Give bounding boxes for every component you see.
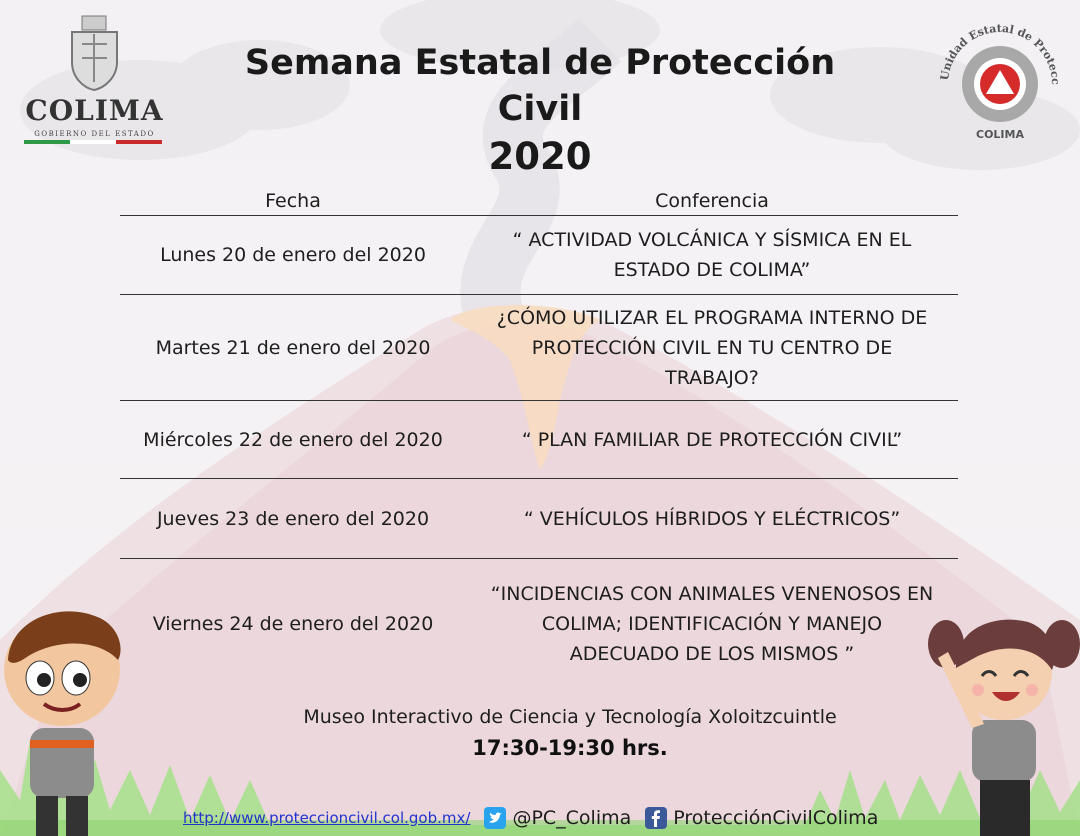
conference-line: PROTECCIÓN CIVIL EN TU CENTRO DE — [531, 336, 893, 359]
row-date: Viernes 24 de enero del 2020 — [152, 612, 434, 635]
venue-text: Museo Interactivo de Ciencia y Tecnología Xoloitzcuintle — [303, 706, 837, 728]
row-conference — [466, 479, 958, 559]
coat-of-arms-icon — [62, 12, 127, 92]
row-date: Lunes 20 de enero del 2020 — [120, 216, 466, 295]
row-date: Martes 21 de enero del 2020 — [120, 295, 466, 401]
conference-line: COLIMA; IDENTIFICACIÓN Y MANEJO — [541, 612, 883, 635]
table-row — [120, 401, 958, 479]
boy-mascot-illustration — [0, 600, 130, 836]
row-conference — [466, 559, 958, 689]
conference-line: ADECUADO DE LOS MISMOS ” — [569, 642, 855, 665]
conference-line: “ PLAN FAMILIAR DE PROTECCIÓN CIVIL” — [521, 428, 903, 451]
conference-line: ESTADO DE COLIMA” — [613, 259, 811, 281]
civil-protection-seal-icon — [930, 10, 1070, 145]
row-date: Jueves 23 de enero del 2020 — [120, 479, 466, 559]
conference-line: “ ACTIVIDAD VOLCÁNICA Y SÍSMICA EN EL — [512, 229, 912, 251]
schedule-table — [120, 180, 958, 689]
flag-stripe-icon — [24, 140, 164, 144]
table-row — [120, 559, 958, 689]
row-conference — [466, 295, 958, 401]
title-line-2: 2020 — [488, 135, 592, 178]
header-conference: Conferencia — [466, 180, 958, 216]
event-hours: 17:30-19:30 hrs. — [472, 736, 668, 760]
row-date: Miércoles 22 de enero del 2020 — [120, 401, 466, 479]
page-title — [210, 40, 870, 182]
conference-line: ¿CÓMO UTILIZAR EL PROGRAMA INTERNO DE — [496, 306, 928, 329]
proteccion-civil-logo — [930, 10, 1070, 145]
table-row — [120, 295, 958, 401]
row-conference — [466, 401, 958, 479]
seal-ring-text: Unidad Estatal de Protecc — [938, 21, 1063, 86]
colima-wordmark: COLIMA — [25, 94, 164, 127]
twitter-handle[interactable]: @PC_Colima — [512, 807, 632, 829]
facebook-page[interactable]: ProtecciónCivilColima — [673, 807, 879, 829]
facebook-icon[interactable] — [645, 807, 667, 829]
website-link[interactable]: http://www.proteccioncivil.col.gob.mx/ — [183, 809, 471, 827]
row-conference — [466, 216, 958, 295]
footer-links — [183, 804, 878, 832]
header-date: Fecha — [120, 180, 466, 216]
conference-line: TRABAJO? — [665, 366, 759, 389]
twitter-icon[interactable] — [484, 807, 506, 829]
title-line-1: Semana Estatal de Protección Civil — [244, 43, 836, 129]
colima-government-logo — [22, 12, 167, 147]
schedule-header-row — [120, 180, 958, 216]
table-row — [120, 216, 958, 295]
colima-subtitle: GOBIERNO DEL ESTADO — [34, 130, 155, 138]
conference-line: “INCIDENCIAS CON ANIMALES VENENOSOS EN — [490, 582, 934, 605]
conference-line: “ VEHÍCULOS HÍBRIDOS Y ELÉCTRICOS” — [523, 507, 901, 530]
table-row — [120, 479, 958, 559]
seal-bottom-text: COLIMA — [976, 128, 1024, 141]
